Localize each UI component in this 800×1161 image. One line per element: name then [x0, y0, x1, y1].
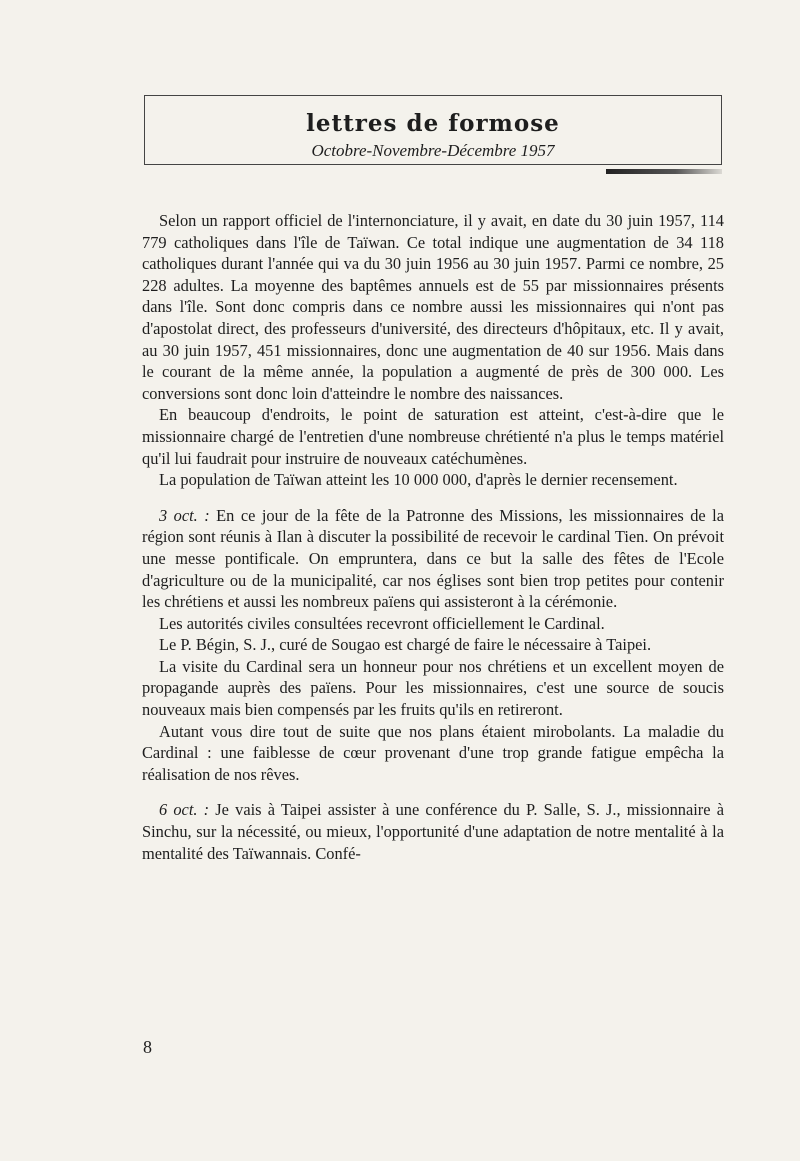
paragraph-5: Les autorités civiles consultées recevront officiellement le Cardinal.: [159, 613, 605, 633]
paragraph-9: 6 oct. : Je vais à Taipei assister à une conférence du P. Salle, S. J., missionnaire à Sinchu, sur la nécessité, ou mieux, l'opportunité d'une adaptation de notre mentalité à la mentalité des Taïwannais. Confé-: [142, 800, 724, 863]
page-number: 8: [143, 1037, 152, 1057]
decorative-rule: [606, 169, 722, 174]
paragraph-8: Autant vous dire tout de suite que nos plans étaient mirobolants. La maladie du Cardinal : une faiblesse de cœur provenant d'une trop grande fatigue empêcha la réalisation de nos rêves.: [142, 721, 724, 784]
header-box: [144, 95, 722, 165]
entry-date: 6 oct. :: [159, 800, 210, 820]
paragraph-3: La population de Taïwan atteint les 10 000 000, d'après le dernier recensement.: [159, 470, 678, 490]
paragraph-7: La visite du Cardinal sera un honneur pour nos chrétiens et un excellent moyen de propagande auprès des païens. Pour les missionnaires, c'est une source de soucis nouveaux mais bien compensés par les fruits qu'ils en retireront.: [142, 656, 724, 720]
page-title: lettres de formose: [306, 110, 560, 137]
paragraph-4: 3 oct. : En ce jour de la fête de la Patronne des Missions, les missionnaires de la région sont réunis à Ilan à discuter la possibilité de recevoir le cardinal Tien. On prévoit une messe pontificale. On empruntera, dans ce but la salle des fêtes de l'Ecole d'agriculture ou de la municipalité, car nos églises sont bien trop petites pour contenir les chrétiens et aussi les nombreux païens qui assisteront à la cérémonie.: [142, 505, 724, 612]
page-subtitle: Octobre-Novembre-Décembre 1957: [311, 141, 555, 160]
article-body: [142, 210, 724, 864]
entry-date: 3 oct. :: [159, 505, 210, 525]
paragraph-2: En beaucoup d'endroits, le point de saturation est atteint, c'est-à-dire que le missionnaire chargé de l'entretien d'une nombreuse chrétienté n'a plus le temps matériel qu'il lui faudrait pour instruire de nouveaux catéchumènes.: [142, 405, 724, 468]
paragraph-6: Le P. Bégin, S. J., curé de Sougao est chargé de faire le nécessaire à Taipei.: [159, 635, 652, 655]
paragraph-1: Selon un rapport officiel de l'internonciature, il y avait, en date du 30 juin 1957, 114 779 catholiques dans l'île de Taïwan. Ce total indique une augmentation de 34 118 catholiques durant l'année qui va du 30 juin 1956 au 30 juin 1957. Parmi ce nombre, 25 228 adultes. La moyenne des baptêmes annuels est de 55 par missionnaires présents dans l'île. Sont donc compris dans ce nombre aussi les missionnaires qui n'ont pas d'apostolat direct, des professeurs d'université, des directeurs d'hôpitaux, etc. Il y avait, au 30 juin 1957, 451 missionnaires, donc une augmentation de 40 sur 1956. Mais dans le courant de la même année, la population a augmenté de près de 300 000. Les conversions sont donc loin d'atteindre le nombre des naissances.: [142, 211, 724, 403]
